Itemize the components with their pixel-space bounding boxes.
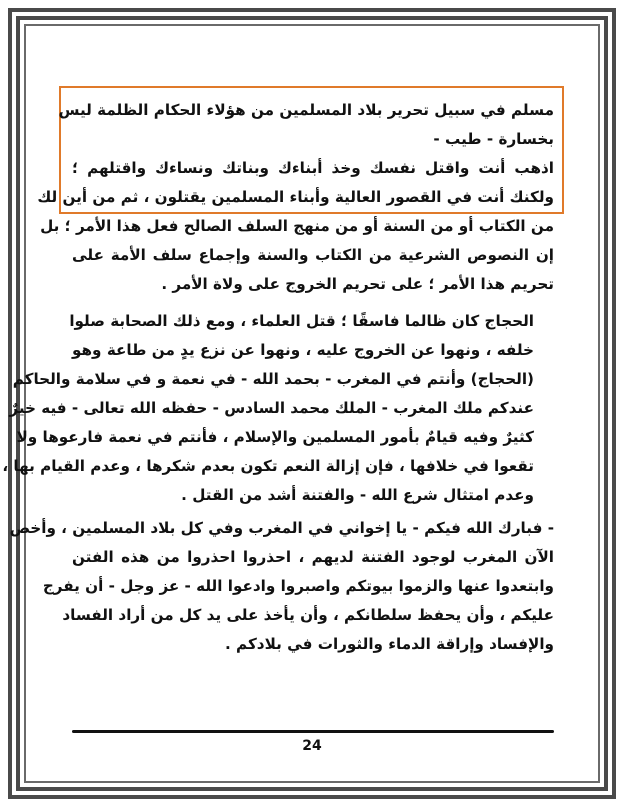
text-line: ولكنك أنت في القصور العالية وأبناء المسلمين يقتلون ، ثم من أين لك <box>37 188 554 206</box>
page-number: 24 <box>302 738 322 754</box>
text-line: الآن المغرب لوجود الفتنة لديهم ، احذروا احذروا من هذه الفتن <box>72 548 554 566</box>
text-line: اذهب أنت واقتل نفسك وخذ أبناءك وبناتك ونساءك واقتلهم ؛ <box>72 159 554 177</box>
text-line: تحريم هذا الأمر ؛ على تحريم الخروج على ولاة الأمر . <box>161 275 554 293</box>
text-line: عليكم ، وأن يحفظ سلطانكم ، وأن يأخذ على يد كل من أراد الفساد <box>62 606 554 624</box>
text-line: - فبارك الله فيكم - يا إخواني في المغرب وفي كل بلاد المسلمين ، وأخص <box>9 519 554 537</box>
text-line: وابتعدوا عنها والزموا بيوتكم واصبروا وادعوا الله - عز وجل - أن يفرج <box>42 577 554 595</box>
paragraph-3 <box>9 514 554 659</box>
text-line: إن النصوص الشرعية من الكتاب والسنة وإجماع سلف الأمة على <box>72 246 554 264</box>
text-line: من الكتاب أو من السنة أو من منهج السلف الصالح فعل هذا الأمر ؛ بل <box>40 217 554 235</box>
text-line: تقعوا في خلافها ، فإن إزالة النعم تكون بعدم شكرها ، وعدم القيام بها ، <box>2 457 534 475</box>
text-line: خلفه ، ونهوا عن الخروج عليه ، ونهوا عن نزع يدٍ من طاعة وهو <box>72 341 534 359</box>
text-line: كثيرٌ وفيه قيامٌ بأمور المسلمين والإسلام ، فأنتم في نعمة فارعوها ولا <box>16 428 534 446</box>
text-line: وعدم امتثال شرع الله - والفتنة أشد من القتل . <box>181 486 534 504</box>
text-line: (الحجاج) وأنتم في المغرب - بحمد الله - في نعمة و في سلامة والحاكم <box>12 370 534 388</box>
paragraph-2 <box>2 307 554 510</box>
text-line: مسلم في سبيل تحرير بلاد المسلمين من هؤلاء الحكام الظلمة ليس <box>58 101 554 119</box>
footer-rule <box>72 730 554 733</box>
text-line: الحجاج كان ظالما فاسقًا ؛ قتل العلماء ، ومع ذلك الصحابة صلوا <box>69 312 534 330</box>
paragraph-1 <box>37 96 554 299</box>
text-line: بخسارة - طيب - <box>433 130 554 148</box>
text-line: والإفساد وإراقة الدماء والثورات في بلادكم . <box>224 635 554 653</box>
text-line: عندكم ملك المغرب - الملك محمد السادس - حفظه الله تعالى - فيه خيرٌ <box>9 399 534 417</box>
